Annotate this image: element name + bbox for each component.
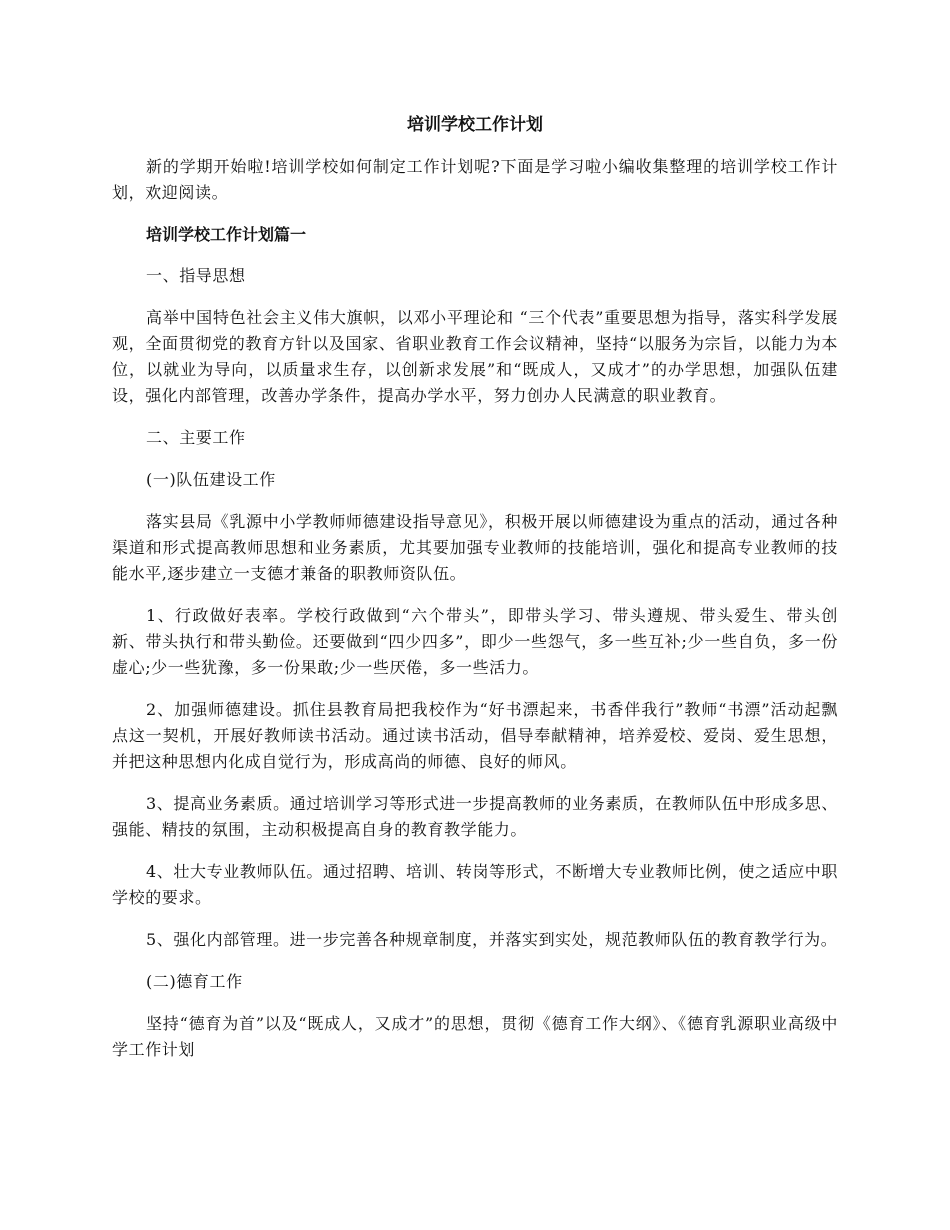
list-item: 1、行政做好表率。学校行政做到“六个带头”，即带头学习、带头遵规、带头爱生、带头创新、带头执行和带头勤俭。还要做到“四少四多”，即少一些怨气，多一些互补;少一些自负，多一份虚心;少一些犹豫，多一份果敢;少一些厌倦，多一些活力。 xyxy=(112,606,838,677)
list-item: 2、加强师德建设。抓住县教育局把我校作为“好书漂起来，书香伴我行”教师“书漂”活动起飘点这一契机，开展好教师读书活动。通过读书活动，倡导奉献精神，培养爱校、爱岗、爱生思想，并把这种思想内化成自觉行为，形成高尚的师德、良好的师风。 xyxy=(112,700,838,771)
list-item: 3、提高业务素质。通过培训学习等形式进一步提高教师的业务素质，在教师队伍中形成多思、强能、精技的氛围，主动积极提高自身的教育教学能力。 xyxy=(112,794,838,839)
paragraph-moral-education: 坚持“德育为首”以及“既成人，又成才”的思想，贯彻《德育工作大纲》、《德育乳源职业高级中学工作计划 xyxy=(112,1014,838,1059)
heading-main-work: 二、主要工作 xyxy=(146,428,246,447)
list-item: 4、壮大专业教师队伍。通过招聘、培训、转岗等形式，不断增大专业教师比例，使之适应中职学校的要求。 xyxy=(112,862,838,907)
list-item: 5、强化内部管理。进一步完善各种规章制度，并落实到实处，规范教师队伍的教育教学行为。 xyxy=(146,930,838,949)
document-title: 培训学校工作计划 xyxy=(407,115,543,135)
paragraph-guiding-thought: 高举中国特色社会主义伟大旗帜，以邓小平理论和 “三个代表”重要思想为指导，落实科学发展观，全面贯彻党的教育方针以及国家、省职业教育工作会议精神，坚持“以服务为宗旨，以能力为本位，以就业为导向，以质量求生存，以创新求发展”和“既成人，又成才”的办学思想，加强队伍建设，强化内部管理，改善办学条件，提高办学水平，努力创办人民满意的职业教育。 xyxy=(112,308,838,405)
heading-team-building: (一)队伍建设工作 xyxy=(146,470,276,489)
heading-moral-education: (二)德育工作 xyxy=(146,972,243,991)
heading-guiding-thought: 一、指导思想 xyxy=(146,266,246,285)
section-title: 培训学校工作计划篇一 xyxy=(146,225,307,244)
paragraph-team-building: 落实县局《乳源中小学教师师德建设指导意见》，积极开展以师德建设为重点的活动，通过各种渠道和形式提高教师思想和业务素质，尤其要加强专业教师的技能培训，强化和提高专业教师的技能水平,逐步建立一支德才兼备的职教师资队伍。 xyxy=(112,512,838,583)
intro-paragraph: 新的学期开始啦!培训学校如何制定工作计划呢?下面是学习啦小编收集整理的培训学校工作计划，欢迎阅读。 xyxy=(112,157,838,202)
